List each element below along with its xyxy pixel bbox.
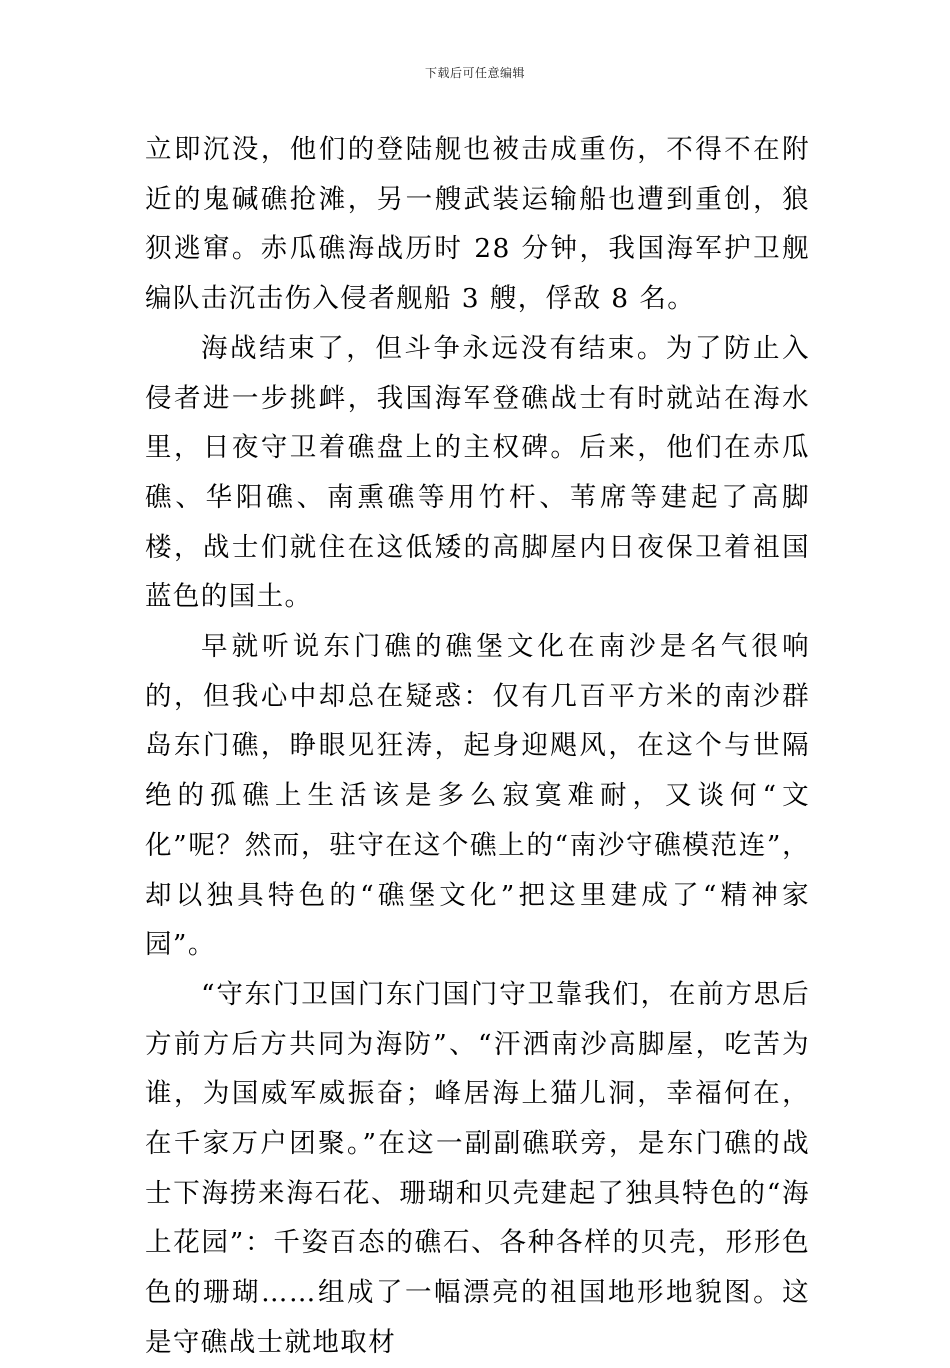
paragraph-4: “守东门卫国门东门国门守卫靠我们，在前方思后方前方后方共同为海防”、“汗洒南沙高脚屋，吃苦为谁，为国威军威振奋；峰居海上猫儿洞，幸福何在，在千家万户团聚。”在这一副副礁联旁，是东门礁的战士下海捞来海石花、珊瑚和贝壳建起了独具特色的“海上花园”：千姿百态的礁石、各种各样的贝壳，形形色色的珊瑚……组成了一幅漂亮的祖国地形地貌图。这是守礁战士就地取材	[145, 978, 810, 1358]
paragraph-3: 早就听说东门礁的礁堡文化在南沙是名气很响的，但我心中却总在疑惑：仅有几百平方米的南沙群岛东门礁，睁眼见狂涛，起身迎飓风，在这个与世隔绝的孤礁上生活该是多么寂寞难耐，又谈何“文化”呢？然而，驻守在这个礁上的“南沙守礁模范连”，却以独具特色的“礁堡文化”把这里建成了“精神家园”。	[145, 631, 810, 961]
header-note: 下载后可任意编辑	[424, 66, 525, 80]
paragraph-2: 海战结束了，但斗争永远没有结束。为了防止入侵者进一步挑衅，我国海军登礁战士有时就站在海水里，日夜守卫着礁盘上的主权碑。后来，他们在赤瓜礁、华阳礁、南熏礁等用竹杆、苇席等建起了高脚楼，战士们就住在这低矮的高脚屋内日夜保卫着祖国蓝色的国土。	[145, 332, 810, 613]
body-text	[145, 125, 810, 1368]
paragraph-1: 立即沉没，他们的登陆舰也被击成重伤，不得不在附近的鬼碱礁抢滩，另一艘武装运输船也遭到重创，狼狈逃窜。赤瓜礁海战历时 28 分钟，我国海军护卫舰编队击沉击伤入侵者舰船 3 艘，俘敌 8 名。	[145, 134, 810, 315]
